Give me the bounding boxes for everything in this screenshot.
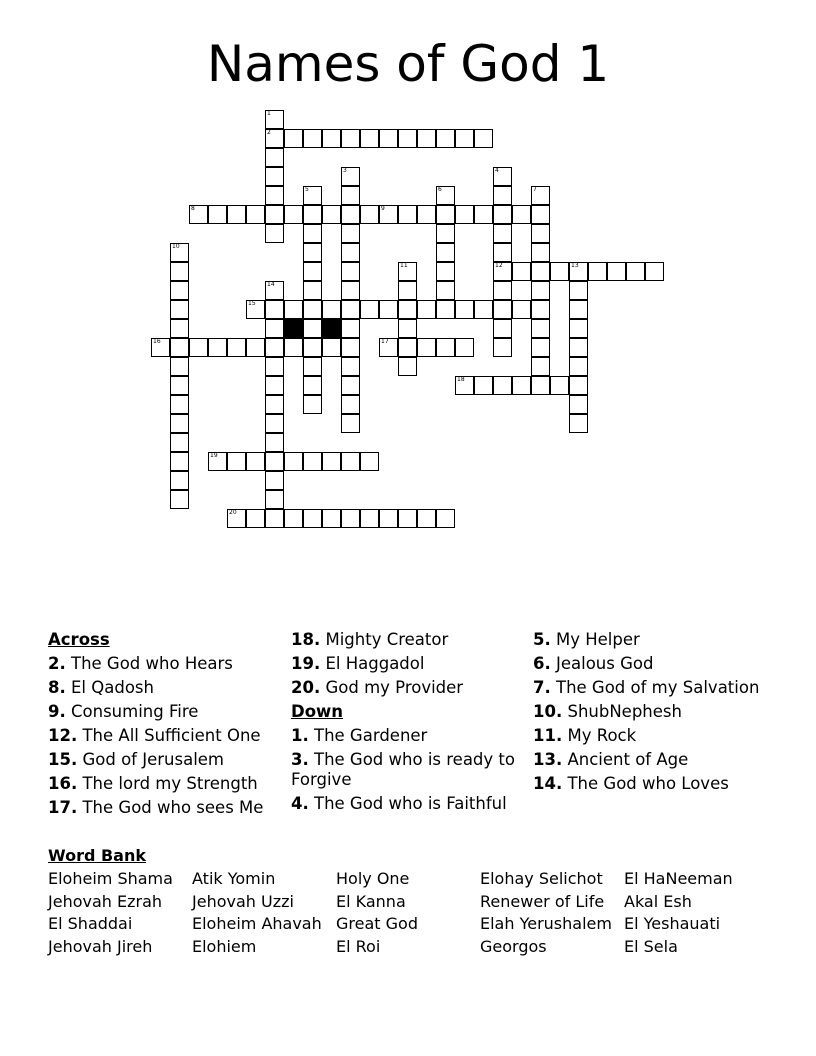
grid-cell[interactable] [227, 205, 246, 224]
clue [48, 654, 278, 674]
grid-cell[interactable] [512, 205, 531, 224]
grid-cell[interactable] [379, 300, 398, 319]
grid-cell[interactable] [455, 129, 474, 148]
grid-cell[interactable] [493, 262, 512, 281]
grid-cell[interactable] [493, 167, 512, 186]
clue [291, 630, 521, 650]
clue [533, 726, 763, 746]
cell-number: 15 [248, 300, 256, 307]
grid-cell[interactable] [379, 205, 398, 224]
down-header: Down [291, 702, 344, 721]
clue-text: The God who Loves [562, 774, 729, 793]
grid-cell[interactable] [322, 509, 341, 528]
grid-cell[interactable] [341, 319, 360, 338]
word-bank-item: Eloheim Ahavah [192, 914, 322, 933]
word-bank-item: Elohay Selichot [480, 869, 603, 888]
cell-number: 13 [571, 262, 579, 269]
clue-column [291, 630, 521, 818]
clue-number: 11. [533, 726, 563, 745]
clue-number: 10. [533, 702, 563, 721]
grid-cell[interactable] [265, 205, 284, 224]
grid-cell[interactable] [303, 186, 322, 205]
grid-cell[interactable] [151, 338, 170, 357]
grid-cell[interactable] [189, 205, 208, 224]
grid-cell[interactable] [550, 262, 569, 281]
clue-number: 2. [48, 654, 66, 673]
cell-number: 12 [495, 262, 503, 269]
clue-number: 6. [533, 654, 551, 673]
clue-number: 13. [533, 750, 563, 769]
clue-text: Jealous God [550, 654, 654, 673]
cell-number: 17 [381, 338, 389, 345]
grid-cell[interactable] [265, 452, 284, 471]
grid-cell[interactable] [474, 376, 493, 395]
clue-text: El Haggadol [320, 654, 425, 673]
grid-cell[interactable] [284, 338, 303, 357]
grid-cell[interactable] [265, 281, 284, 300]
word-bank-item: El Yeshauati [624, 914, 721, 933]
grid-cell[interactable] [322, 338, 341, 357]
grid-cell[interactable] [531, 205, 550, 224]
grid-cell[interactable] [341, 167, 360, 186]
grid-cell[interactable] [493, 376, 512, 395]
grid-cell[interactable] [227, 338, 246, 357]
grid-cell[interactable] [398, 509, 417, 528]
grid-cell[interactable] [569, 395, 588, 414]
grid-cell[interactable] [607, 262, 626, 281]
grid-cell[interactable] [379, 509, 398, 528]
grid-cell[interactable] [531, 357, 550, 376]
grid-cell[interactable] [436, 205, 455, 224]
grid-cell[interactable] [208, 338, 227, 357]
grid-cell[interactable] [360, 205, 379, 224]
across-header: Across [48, 630, 110, 649]
clue [533, 654, 763, 674]
grid-cell[interactable] [170, 319, 189, 338]
clue [48, 702, 278, 722]
grid-cell[interactable] [303, 205, 322, 224]
grid-cell[interactable] [341, 509, 360, 528]
clue-number: 18. [291, 630, 321, 649]
clue [48, 678, 278, 698]
grid-cell[interactable] [303, 243, 322, 262]
grid-cell[interactable] [189, 338, 208, 357]
word-bank-item: Elah Yerushalem [480, 914, 612, 933]
grid-cell[interactable] [417, 300, 436, 319]
clue-number: 19. [291, 654, 321, 673]
grid-cell[interactable] [360, 300, 379, 319]
grid-cell[interactable] [417, 205, 436, 224]
clue-number: 20. [291, 678, 321, 697]
grid-cell[interactable] [170, 490, 189, 509]
grid-cell[interactable] [436, 262, 455, 281]
word-bank-item: Eloheim Shama [48, 869, 173, 888]
clue [291, 678, 521, 698]
clue [533, 630, 763, 650]
grid-cell[interactable] [265, 167, 284, 186]
grid-cell[interactable] [436, 186, 455, 205]
grid-cell[interactable] [170, 414, 189, 433]
grid-cell[interactable] [170, 395, 189, 414]
grid-cell[interactable] [626, 262, 645, 281]
grid-cell[interactable] [455, 376, 474, 395]
word-bank-item: Akal Esh [624, 891, 692, 911]
grid-cell[interactable] [474, 300, 493, 319]
grid-cell[interactable] [493, 319, 512, 338]
grid-cell[interactable] [303, 452, 322, 471]
clue [48, 798, 278, 818]
clue-text: The lord my Strength [77, 774, 258, 793]
word-bank-item: Renewer of Life [480, 891, 605, 911]
clue-number: 8. [48, 678, 66, 697]
grid-cell[interactable] [398, 262, 417, 281]
grid-cell[interactable] [170, 338, 189, 357]
grid-cell[interactable] [569, 414, 588, 433]
grid-cell[interactable] [303, 357, 322, 376]
grid-cell[interactable] [265, 433, 284, 452]
grid-cell[interactable] [246, 300, 265, 319]
grid-cell[interactable] [569, 281, 588, 300]
grid-cell[interactable] [170, 433, 189, 452]
cell-number: 14 [267, 281, 275, 288]
grid-cell[interactable] [170, 452, 189, 471]
clue-text: The God who sees Me [77, 798, 264, 817]
grid-cell[interactable] [569, 376, 588, 395]
word-bank-column [336, 868, 418, 958]
grid-cell[interactable] [341, 338, 360, 357]
word-bank-column [48, 868, 173, 958]
word-bank-item: El Kanna [336, 891, 406, 911]
cell-number: 8 [191, 205, 195, 212]
clue [533, 750, 763, 770]
word-bank-item: Jehovah Jireh [48, 936, 153, 956]
clue [48, 774, 278, 794]
cell-number: 11 [400, 262, 408, 269]
clue-text: My Rock [562, 726, 637, 745]
grid-cell[interactable] [303, 395, 322, 414]
grid-cell[interactable] [493, 243, 512, 262]
grid-cell[interactable] [512, 300, 531, 319]
grid-cell[interactable] [246, 205, 265, 224]
clue-text: Mighty Creator [320, 630, 449, 649]
grid-cell[interactable] [341, 357, 360, 376]
grid-cell[interactable] [436, 300, 455, 319]
word-bank-column [480, 868, 612, 958]
grid-cell[interactable] [493, 186, 512, 205]
clue-text: El Qadosh [65, 678, 154, 697]
grid-cell[interactable] [360, 509, 379, 528]
cell-number: 3 [343, 167, 347, 174]
cell-number: 4 [495, 167, 499, 174]
grid-cell[interactable] [227, 509, 246, 528]
word-bank-column [192, 868, 322, 958]
grid-cell[interactable] [474, 205, 493, 224]
cell-number: 16 [153, 338, 161, 345]
grid-cell[interactable] [569, 338, 588, 357]
word-bank-item: Georgos [480, 936, 547, 956]
grid-cell[interactable] [303, 281, 322, 300]
grid-cell[interactable] [417, 129, 436, 148]
word-bank-item: El Roi [336, 936, 381, 956]
clue-number: 16. [48, 774, 78, 793]
grid-cell[interactable] [436, 281, 455, 300]
grid-cell[interactable] [170, 300, 189, 319]
grid-cell[interactable] [265, 414, 284, 433]
clue-text: God of Jerusalem [77, 750, 225, 769]
grid-cell[interactable] [246, 509, 265, 528]
grid-cell[interactable] [265, 395, 284, 414]
clue-text: The God who is Faithful [308, 794, 507, 813]
grid-cell[interactable] [208, 205, 227, 224]
grid-cell[interactable] [265, 186, 284, 205]
grid-cell[interactable] [341, 205, 360, 224]
grid-cell[interactable] [417, 338, 436, 357]
grid-cell[interactable] [303, 509, 322, 528]
grid-cell[interactable] [455, 300, 474, 319]
clue [533, 774, 763, 794]
grid-cell[interactable] [455, 338, 474, 357]
word-bank-item: El Shaddai [48, 914, 133, 933]
clue [533, 702, 763, 722]
grid-cell[interactable] [341, 129, 360, 148]
grid-cell[interactable] [531, 319, 550, 338]
grid-cell[interactable] [265, 338, 284, 357]
grid-cell[interactable] [265, 471, 284, 490]
grid-cell[interactable] [265, 148, 284, 167]
grid-cell[interactable] [322, 129, 341, 148]
grid-cell[interactable] [436, 338, 455, 357]
clue-number: 12. [48, 726, 78, 745]
grid-cell[interactable] [493, 300, 512, 319]
grid-cell[interactable] [645, 262, 664, 281]
clue [48, 750, 278, 770]
grid-cell[interactable] [284, 205, 303, 224]
grid-cell[interactable] [341, 281, 360, 300]
cell-number: 9 [381, 205, 385, 212]
grid-cell[interactable] [550, 376, 569, 395]
grid-cell[interactable] [284, 509, 303, 528]
grid-cell[interactable] [512, 376, 531, 395]
cell-number: 7 [533, 186, 537, 193]
grid-cell[interactable] [170, 262, 189, 281]
grid-cell[interactable] [436, 509, 455, 528]
grid-cell[interactable] [417, 509, 436, 528]
clue-text: The All Sufficient One [77, 726, 261, 745]
clue-text: The God who is ready to Forgive [291, 750, 515, 789]
word-bank-title: Word Bank [48, 846, 147, 865]
grid-cell[interactable] [341, 376, 360, 395]
grid-cell[interactable] [379, 129, 398, 148]
grid-cell[interactable] [265, 490, 284, 509]
clue-number: 15. [48, 750, 78, 769]
grid-cell[interactable] [170, 243, 189, 262]
grid-cell[interactable] [398, 357, 417, 376]
grid-cell[interactable] [436, 129, 455, 148]
clue-column [533, 630, 763, 798]
grid-cell[interactable] [170, 357, 189, 376]
grid-cell[interactable] [398, 205, 417, 224]
grid-cell[interactable] [493, 281, 512, 300]
clue [291, 750, 521, 790]
clue-text: Consuming Fire [65, 702, 199, 721]
grid-cell[interactable] [170, 281, 189, 300]
word-bank-column [624, 868, 733, 958]
clue-column [48, 630, 278, 822]
grid-cell[interactable] [284, 452, 303, 471]
grid-cell[interactable] [436, 243, 455, 262]
grid-cell[interactable] [455, 205, 474, 224]
grid-cell[interactable] [398, 338, 417, 357]
clue-text: ShubNephesh [562, 702, 682, 721]
grid-cell[interactable] [379, 338, 398, 357]
cell-number: 10 [172, 243, 180, 250]
grid-cell[interactable] [303, 376, 322, 395]
clue-number: 1. [291, 726, 309, 745]
clue-number: 5. [533, 630, 551, 649]
grid-cell[interactable] [531, 338, 550, 357]
clue-text: The God who Hears [65, 654, 233, 673]
cell-number: 2 [267, 129, 271, 136]
grid-cell[interactable] [569, 262, 588, 281]
page-title: Names of God 1 [206, 35, 610, 93]
grid-cell[interactable] [303, 338, 322, 357]
grid-cell[interactable] [265, 129, 284, 148]
clue [291, 726, 521, 746]
grid-cell[interactable] [531, 300, 550, 319]
grid-cell[interactable] [322, 452, 341, 471]
grid-cell[interactable] [227, 452, 246, 471]
grid-cell[interactable] [531, 281, 550, 300]
grid-cell[interactable] [493, 338, 512, 357]
grid-cell[interactable] [170, 471, 189, 490]
grid-cell[interactable] [284, 300, 303, 319]
clue [533, 678, 763, 698]
word-bank-item: El HaNeeman [624, 869, 733, 888]
grid-cell[interactable] [341, 186, 360, 205]
grid-cell[interactable] [531, 186, 550, 205]
cell-number: 19 [210, 452, 218, 459]
grid-cell[interactable] [531, 376, 550, 395]
cell-number: 6 [438, 186, 442, 193]
word-bank-item: El Sela [624, 936, 678, 956]
grid-cell[interactable] [322, 205, 341, 224]
clue-number: 17. [48, 798, 78, 817]
grid-cell[interactable] [512, 262, 531, 281]
grid-cell[interactable] [588, 262, 607, 281]
clue [48, 726, 278, 746]
grid-cell[interactable] [436, 224, 455, 243]
cell-number: 1 [267, 110, 271, 117]
grid-cell[interactable] [303, 129, 322, 148]
cell-number: 5 [305, 186, 309, 193]
grid-cell[interactable] [265, 110, 284, 129]
black-cell [284, 319, 303, 338]
clue-text: My Helper [550, 630, 640, 649]
grid-cell[interactable] [208, 452, 227, 471]
grid-cell[interactable] [341, 414, 360, 433]
clue-text: The God of my Salvation [550, 678, 760, 697]
cell-number: 18 [457, 376, 465, 383]
grid-cell[interactable] [265, 319, 284, 338]
word-bank-item: Elohiem [192, 936, 257, 956]
grid-cell[interactable] [265, 300, 284, 319]
grid-cell[interactable] [569, 357, 588, 376]
grid-cell[interactable] [246, 338, 265, 357]
clue-number: 3. [291, 750, 309, 769]
grid-cell[interactable] [170, 376, 189, 395]
grid-cell[interactable] [265, 509, 284, 528]
grid-cell[interactable] [303, 319, 322, 338]
grid-cell[interactable] [360, 129, 379, 148]
grid-cell[interactable] [569, 300, 588, 319]
grid-cell[interactable] [474, 129, 493, 148]
grid-cell[interactable] [398, 300, 417, 319]
grid-cell[interactable] [531, 243, 550, 262]
grid-cell[interactable] [303, 262, 322, 281]
grid-cell[interactable] [398, 129, 417, 148]
grid-cell[interactable] [493, 224, 512, 243]
grid-cell[interactable] [493, 205, 512, 224]
clue [291, 654, 521, 674]
clue-text: God my Provider [320, 678, 464, 697]
clue-number: 9. [48, 702, 66, 721]
grid-cell[interactable] [569, 319, 588, 338]
clue-text: The Gardener [308, 726, 428, 745]
grid-cell[interactable] [265, 224, 284, 243]
word-bank-item: Jehovah Ezrah [48, 891, 163, 911]
word-bank-item: Great God [336, 914, 418, 933]
grid-cell[interactable] [360, 452, 379, 471]
grid-cell[interactable] [341, 300, 360, 319]
grid-cell[interactable] [284, 129, 303, 148]
grid-cell[interactable] [531, 262, 550, 281]
grid-cell[interactable] [341, 224, 360, 243]
word-bank-item: Jehovah Uzzi [192, 891, 294, 911]
grid-cell[interactable] [398, 281, 417, 300]
grid-cell[interactable] [398, 319, 417, 338]
grid-cell[interactable] [341, 395, 360, 414]
word-bank-item: Atik Yomin [192, 869, 276, 888]
clue-number: 4. [291, 794, 309, 813]
grid-cell[interactable] [341, 243, 360, 262]
grid-cell[interactable] [303, 300, 322, 319]
grid-cell[interactable] [265, 357, 284, 376]
clue-text: Ancient of Age [562, 750, 689, 769]
grid-cell[interactable] [265, 376, 284, 395]
clue-number: 14. [533, 774, 563, 793]
grid-cell[interactable] [531, 224, 550, 243]
grid-cell[interactable] [246, 452, 265, 471]
grid-cell[interactable] [322, 300, 341, 319]
grid-cell[interactable] [341, 452, 360, 471]
cell-number: 20 [229, 509, 237, 516]
grid-cell[interactable] [341, 262, 360, 281]
clue-number: 7. [533, 678, 551, 697]
black-cell [322, 319, 341, 338]
word-bank-item: Holy One [336, 869, 410, 888]
grid-cell[interactable] [303, 224, 322, 243]
clue [291, 794, 521, 814]
